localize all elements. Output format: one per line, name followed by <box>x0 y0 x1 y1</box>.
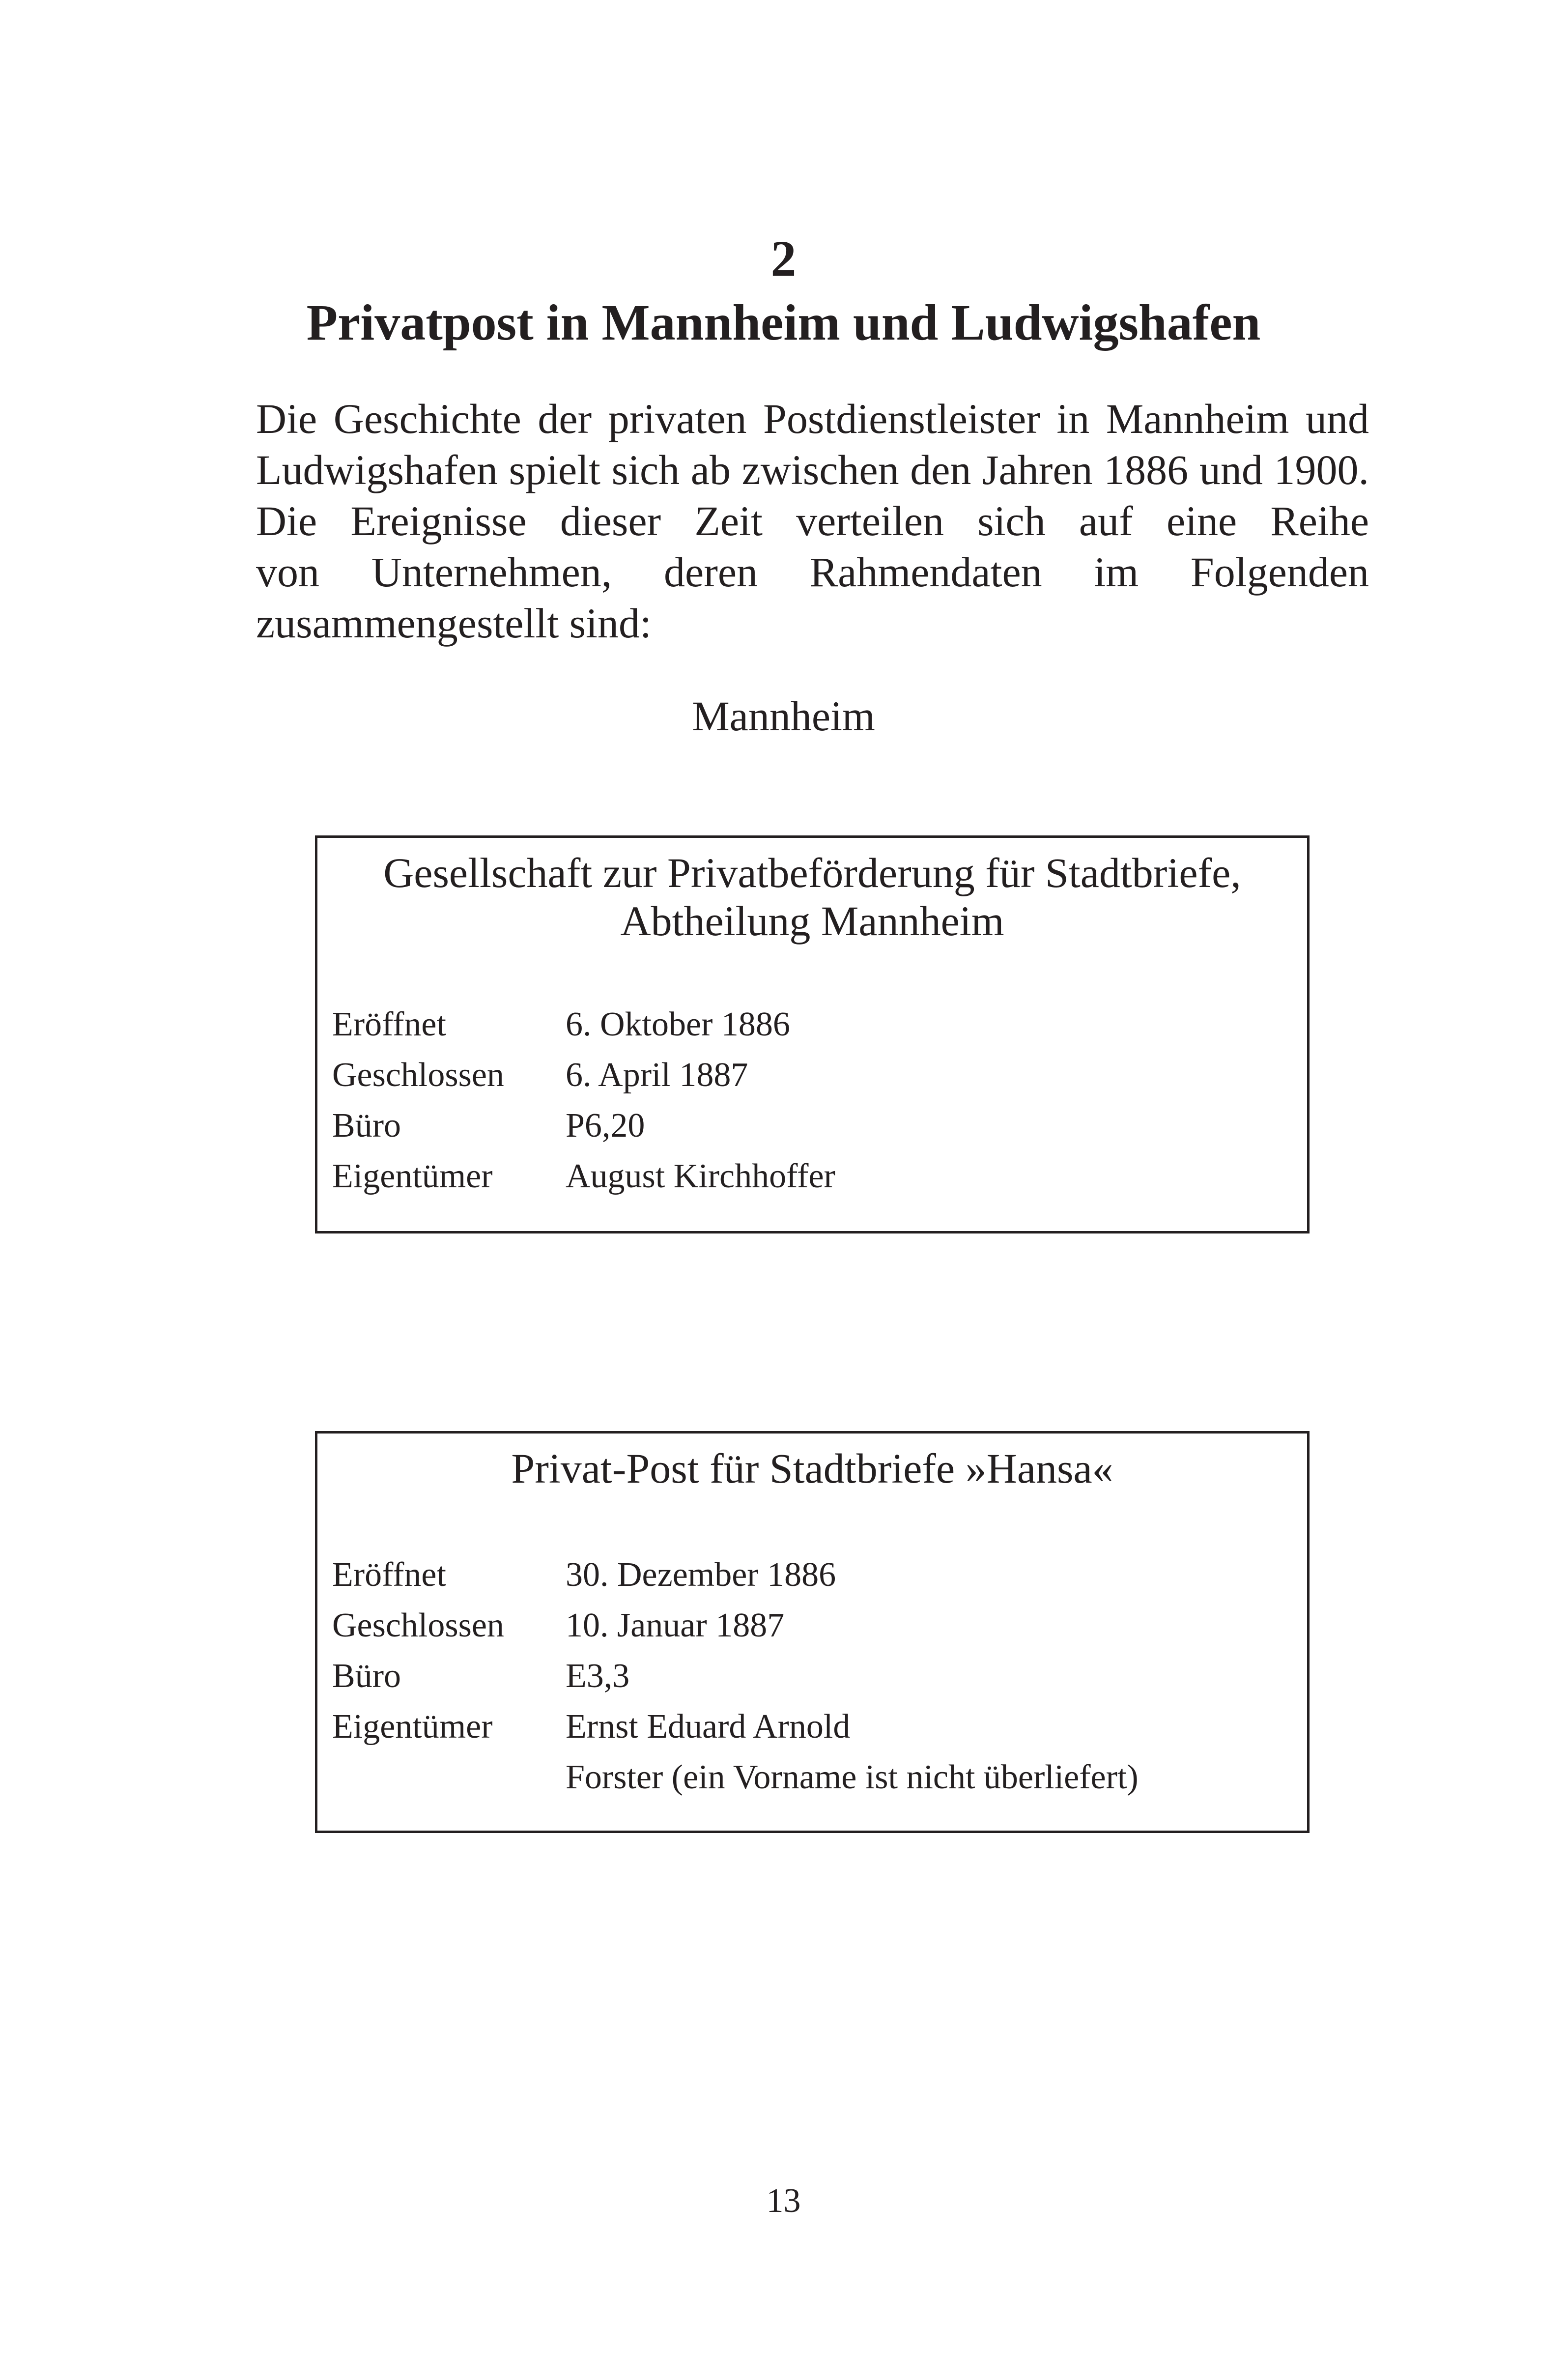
fact-row <box>332 1651 1139 1701</box>
intro-line: Die Geschichte der privaten Postdienstleister in Mannheim und <box>256 395 1369 442</box>
fact-label <box>332 1752 566 1803</box>
fact-label: Eröffnet <box>332 1005 446 1043</box>
page-number: 13 <box>766 2182 801 2220</box>
fact-value: 6. Oktober 1886 <box>566 1005 790 1043</box>
fact-value: E3,3 <box>566 1657 630 1695</box>
fact-row <box>332 999 835 1050</box>
fact-row <box>332 1701 1139 1752</box>
fact-row <box>332 1752 1139 1803</box>
intro-paragraph <box>256 393 1369 649</box>
fact-row <box>332 1100 835 1151</box>
company-title-line: Abtheilung Mannheim <box>620 897 1004 945</box>
intro-line: von Unternehmen, deren Rahmendaten im Folgenden <box>256 548 1369 596</box>
intro-line: Die Ereignisse dieser Zeit verteilen sich auf eine Reihe <box>256 497 1369 545</box>
company-title <box>317 1444 1307 1492</box>
fact-row <box>332 1600 1139 1651</box>
company-box <box>315 1431 1310 1833</box>
fact-label: Büro <box>332 1657 401 1695</box>
fact-value: Forster (ein Vorname ist nicht überliefert) <box>566 1758 1139 1796</box>
intro-line: zusammengestellt sind: <box>256 600 652 647</box>
fact-value: Ernst Eduard Arnold <box>566 1708 851 1746</box>
company-title-line: Privat-Post für Stadtbriefe »Hansa« <box>511 1445 1113 1492</box>
fact-label: Geschlossen <box>332 1056 504 1094</box>
fact-value: August Kirchhoffer <box>566 1157 835 1195</box>
fact-row <box>332 1549 1139 1600</box>
intro-line: Ludwigshafen spielt sich ab zwischen den Jahren 1886 und 1900. <box>256 446 1369 493</box>
fact-value: 6. April 1887 <box>566 1056 748 1094</box>
fact-label: Eröffnet <box>332 1556 446 1594</box>
fact-label: Geschlossen <box>332 1606 504 1644</box>
chapter-number: 2 <box>770 230 797 287</box>
chapter-title: Privatpost in Mannheim und Ludwigshafen <box>306 294 1261 351</box>
company-title <box>317 849 1307 945</box>
section-heading-mannheim: Mannheim <box>692 692 875 740</box>
company-facts <box>332 999 835 1202</box>
company-facts <box>332 1549 1139 1803</box>
fact-label: Büro <box>332 1107 401 1145</box>
fact-label: Eigentümer <box>332 1708 493 1746</box>
fact-label: Eigentümer <box>332 1157 493 1195</box>
fact-value: P6,20 <box>566 1107 645 1145</box>
fact-value: 10. Januar 1887 <box>566 1606 785 1644</box>
company-box <box>315 835 1310 1233</box>
fact-value: 30. Dezember 1886 <box>566 1556 836 1594</box>
fact-row <box>332 1050 835 1100</box>
fact-row <box>332 1151 835 1202</box>
company-title-line: Gesellschaft zur Privatbeförderung für Stadtbriefe, <box>383 849 1241 896</box>
